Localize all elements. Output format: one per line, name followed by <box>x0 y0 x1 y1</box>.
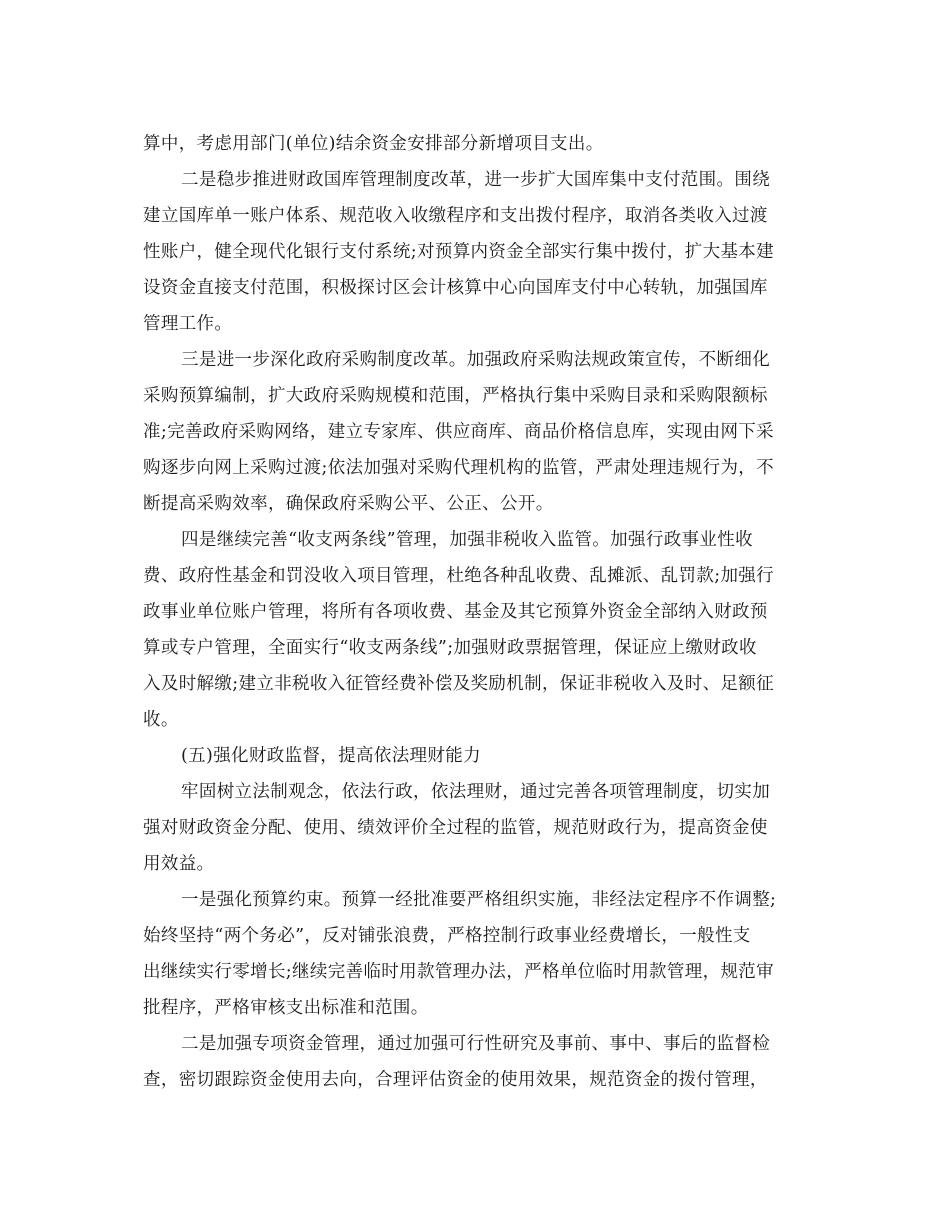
paragraph-6-line-3: 出继续实行零增长;继续完善临时用款管理办法，严格单位临时用款管理，规范审 <box>143 962 774 982</box>
paragraph-3-line-3: 准;完善政府采购网络，建立专家库、供应商库、商品价格信息库，实现由网下采 <box>143 422 774 442</box>
text-line-1: 算中，考虑用部门(单位)结余资金安排部分新增项目支出。 <box>143 134 604 154</box>
paragraph-5-line-3: 用效益。 <box>143 854 215 874</box>
paragraph-3-line-1: 三是进一步深化政府采购制度改革。加强政府采购法规政策宣传，不断细化 <box>181 350 771 370</box>
paragraph-4-line-3: 政事业单位账户管理，将所有各项收费、基金及其它预算外资金全部纳入财政预 <box>143 602 768 622</box>
document-body <box>143 126 809 1098</box>
paragraph-3-line-4: 购逐步向网上采购过渡;依法加强对采购代理机构的监管，严肃处理违规行为，不 <box>143 458 774 478</box>
paragraph-4-line-4: 算或专户管理，全面实行“收支两条线”;加强财政票据管理，保证应上缴财政收 <box>143 638 757 658</box>
paragraph-5-line-2: 强对财政资金分配、使用、绩效评价全过程的监管，规范财政行为，提高资金使 <box>143 818 768 838</box>
paragraph-5-line-1: 牢固树立法制观念，依法行政，依法理财，通过完善各项管理制度，切实加 <box>181 782 771 802</box>
paragraph-4-line-6: 收。 <box>143 710 179 730</box>
paragraph-2-line-2: 建立国库单一账户体系、规范收入收缴程序和支出拨付程序，取消各类收入过渡 <box>143 206 768 226</box>
paragraph-4-line-5: 入及时解缴;建立非税收入征管经费补偿及奖励机制，保证非税收入及时、足额征 <box>143 674 774 694</box>
section-heading: (五)强化财政监督，提高依法理财能力 <box>181 746 481 766</box>
paragraph-6-line-4: 批程序，严格审核支出标准和范围。 <box>143 998 429 1018</box>
paragraph-3-line-2: 采购预算编制，扩大政府采购规模和范围，严格执行集中采购目录和采购限额标 <box>143 386 768 406</box>
paragraph-7-line-1: 二是加强专项资金管理，通过加强可行性研究及事前、事中、事后的监督检 <box>181 1034 771 1054</box>
paragraph-2-line-4: 设资金直接支付范围，积极探讨区会计核算中心向国库支付中心转轨，加强国库 <box>143 278 768 298</box>
paragraph-2-line-3: 性账户，健全现代化银行支付系统;对预算内资金全部实行集中拨付，扩大基本建 <box>143 242 774 262</box>
paragraph-2-line-5: 管理工作。 <box>143 314 233 334</box>
paragraph-4-line-1: 四是继续完善“收支两条线”管理，加强非税收入监管。加强行政事业性收 <box>181 530 753 550</box>
paragraph-4-line-2: 费、政府性基金和罚没收入项目管理，杜绝各种乱收费、乱摊派、乱罚款;加强行 <box>143 566 774 586</box>
paragraph-6-line-1: 一是强化预算约束。预算一经批准要严格组织实施，非经法定程序不作调整; <box>181 890 777 910</box>
paragraph-6-line-2: 始终坚持“两个务必”，反对铺张浪费，严格控制行政事业经费增长，一般性支 <box>143 926 751 946</box>
paragraph-7-line-2: 查，密切跟踪资金使用去向，合理评估资金的使用效果，规范资金的拨付管理， <box>143 1070 768 1090</box>
paragraph-3-line-5: 断提高采购效率，确保政府采购公平、公正、公开。 <box>143 494 554 514</box>
paragraph-2-line-1: 二是稳步推进财政国库管理制度改革，进一步扩大国库集中支付范围。围绕 <box>181 170 771 190</box>
